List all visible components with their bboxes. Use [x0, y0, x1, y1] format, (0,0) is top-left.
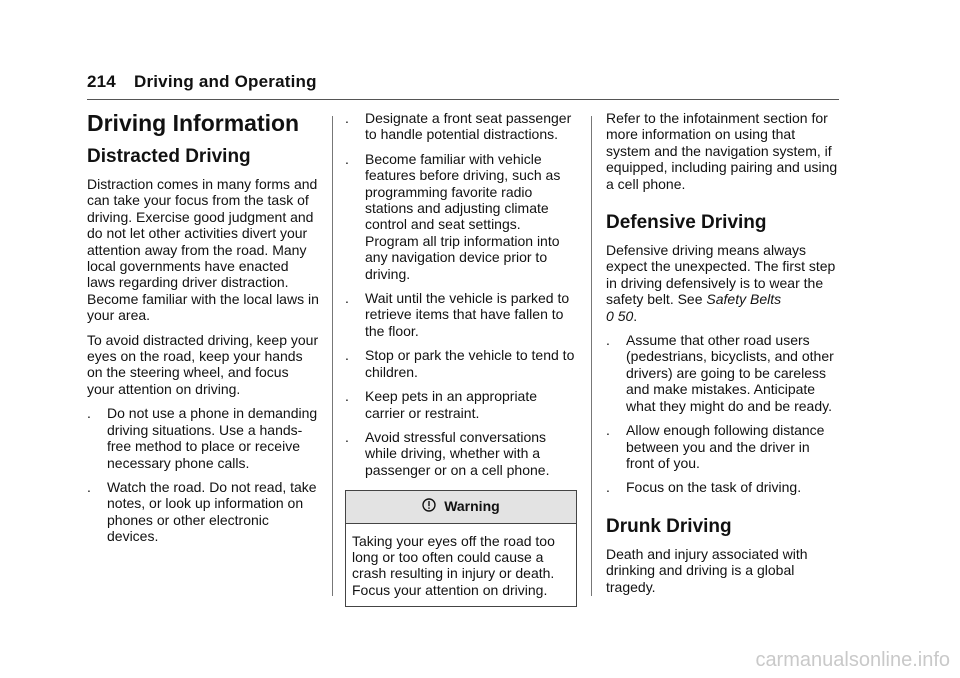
section-title: Driving and Operating [133, 72, 317, 91]
warning-header [346, 491, 576, 523]
bullet-icon: . [345, 388, 349, 405]
bullet-icon: . [345, 347, 349, 364]
avoid-distraction-paragraph: To avoid distracted driving, keep your eyes on the road, keep your hands on the steering wheel, and focus your attention on driving. [87, 331, 319, 397]
header-rule [87, 99, 839, 100]
defensive-driving-heading: Defensive Driving [606, 212, 767, 234]
column-3 [606, 110, 838, 603]
list-item: . Keep pets in an appropriate carrier or restraint. [345, 388, 538, 421]
infotainment-paragraph: Refer to the infotainment section for more information on using that system and the navigation system, if equipped, including pairing and using a cell phone. [606, 110, 838, 192]
page-number: 214 [87, 72, 116, 91]
bullet-icon: . [345, 150, 349, 167]
list-item: . Watch the road. Do not read, take notes, or look up information on phones or other electronic devices. [87, 478, 317, 545]
page-reference-icon: 0 [606, 307, 614, 324]
bullet-icon: . [345, 290, 349, 307]
bullet-icon: . [87, 405, 91, 422]
bullet-icon: . [87, 478, 91, 495]
list-item: . Assume that other road users (pedestrians, bicyclists, and other drivers) are going to be careless and make mistakes. Anticipate what they might do and be ready. [606, 332, 834, 414]
distraction-paragraph: Distraction comes in many forms and can take your focus from the task of driving. Exercise good judgment and do not let other activities divert your attention away from the road. Many local governments have enacted laws regarding driver distraction. Become familiar with the local laws in your area. [87, 176, 319, 324]
bullet-icon: . [606, 422, 610, 439]
list-item: . Become familiar with vehicle features before driving, such as programming favorite radio stations and adjusting climate control and seat settings. Program all trip information into any navigation device prior to driving. [345, 150, 561, 282]
distracted-driving-heading: Distracted Driving [87, 146, 251, 167]
drunk-driving-paragraph: Death and injury associated with drinking and driving is a global tragedy. [606, 545, 808, 595]
bullet-icon: . [606, 479, 610, 496]
chapter-heading: Driving Information [87, 110, 300, 136]
bullet-icon: . [345, 110, 349, 126]
defensive-bullets [606, 332, 838, 496]
distraction-bullets-continued [345, 110, 577, 478]
warning-icon [422, 498, 440, 514]
warning-title: Warning [444, 498, 500, 515]
list-item: . Wait until the vehicle is parked to retrieve items that have fallen to the floor. [345, 290, 570, 339]
page-header [87, 72, 317, 92]
column-1 [87, 110, 319, 553]
list-item: . Designate a front seat passenger to handle potential distractions. [345, 110, 572, 143]
watermark: carmanualsonline.info [755, 649, 950, 671]
bullet-icon: . [345, 428, 349, 445]
bullet-icon: . [606, 332, 610, 349]
list-item: . Allow enough following distance between you and the driver in front of you. [606, 422, 825, 471]
drunk-driving-heading: Drunk Driving [606, 515, 732, 537]
list-item: . Do not use a phone in demanding driving situations. Use a hands-free method to place or receive necessary phone calls. [87, 405, 318, 471]
list-item: . Avoid stressful conversations while driving, whether with a passenger or on a cell phone. [345, 428, 550, 478]
column-divider-1 [332, 116, 333, 596]
column-2 [345, 110, 577, 607]
list-item: . Focus on the task of driving. [606, 479, 802, 496]
safety-belts-page[interactable]: 50 [617, 307, 634, 324]
warning-box [345, 490, 577, 607]
column-divider-2 [591, 116, 592, 596]
distraction-bullets [87, 405, 319, 544]
list-item: . Stop or park the vehicle to tend to children. [345, 347, 575, 380]
safety-belts-link[interactable]: Safety Belts [706, 291, 782, 308]
defensive-driving-paragraph: Defensive driving means always expect the unexpected. The first step in driving defensively is to wear the safety belt. See Safety Belts 0 50. [606, 242, 836, 324]
warning-body: Taking your eyes off the road too long or too often could cause a crash resulting in injury or death. Focus your attention on driving. [352, 532, 555, 598]
